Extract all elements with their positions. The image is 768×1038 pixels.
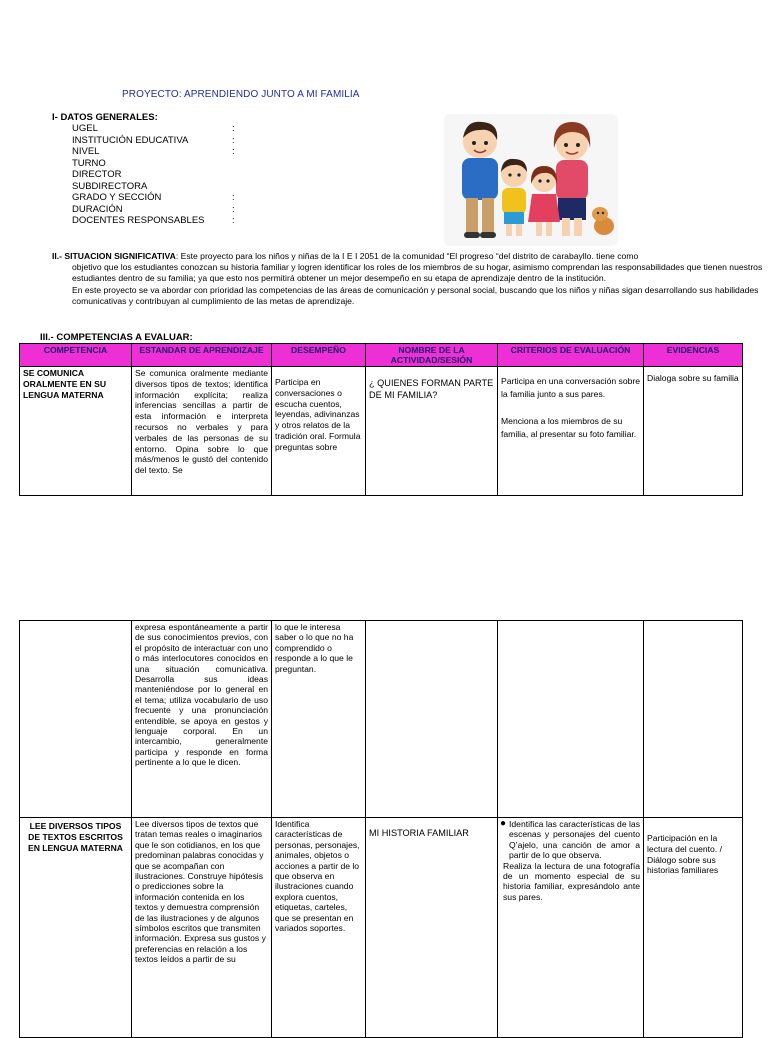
header-desempeno: DESEMPEÑO [272, 344, 366, 367]
desempeno-cell: Participa en conversaciones o escucha cuentos, leyendas, adivinanzas y otros relatos de la tradición oral. Formula preguntas sobre [272, 367, 366, 496]
desempeno-cell: Identifica características de personas, personajes, animales, objetos o acciones a partir de lo que observa en ilustraciones cuando explora cuentos, etiquetas, carteles, que se presentan en variados soportes. [272, 818, 366, 1038]
situation-p1-start: : Este proyecto para los niños y niñas de la I E I 2051 de la comunidad “El progreso “del distrito de carabayllo. tiene como [175, 251, 639, 261]
estandar-cell: Se comunica oralmente mediante diversos tipos de textos; identifica información explícita; realiza inferencias sencillas a partir de esta información e interpreta recursos no verbales y para verbales de las personas de su entorno. Opina sobre lo que más/menos le gustó del contenido del texto. Se [132, 367, 272, 496]
header-actividad: NOMBRE DE LA ACTIVIDAD/SESIÓN [366, 344, 498, 367]
general-field-label: DURACIÓN [72, 203, 123, 215]
estandar-cell: Lee diversos tipos de textos que tratan temas reales o imaginarios que le son cotidianos, en los que predominan palabras conocidas y que se acompañan con ilustraciones. Construye hipótesis o predicciones sobre la información contenida en los textos y demuestra comprensión de las ilustraciones y de algunos símbolos escritos que transmiten información. Expresa sus gustos y preferencias en relación a los textos leídos a partir de su [132, 818, 272, 1038]
general-field-colon: : [232, 146, 235, 157]
situation-p2: En este proyecto se va abordar con prioridad las competencias de las áreas de comunicación y personal social, buscando que los niños y niñas sigan desarrollando sus habilidades comunicativas y contribuyan al cumplimiento de las metas de aprendizaje. [72, 284, 759, 306]
general-field-colon: : [232, 215, 235, 226]
competencias-table-continued [19, 620, 743, 1038]
general-field-colon: : [232, 203, 235, 215]
general-field-label: DIRECTOR [72, 169, 122, 180]
evidencia-cell: Participación en la lectura del cuento. / Diálogo sobre sus historias familiares [644, 818, 743, 1038]
header-criterios: CRITERIOS DE EVALUACIÓN [498, 344, 644, 367]
criterio-item: Realiza la lectura de una fotografía de un momento especial de su historia familiar, expresándolo ante sus pares. [503, 860, 640, 902]
general-field-label: GRADO Y SECCIÓN [72, 192, 162, 203]
actividad-cell: ¿ QUIENES FORMAN PARTE DE MI FAMILIA? [366, 367, 498, 496]
criterio-item: Participa en una conversación sobre la familia junto a sus pares. [501, 376, 641, 399]
competencia-cell: SE COMUNICA ORALMENTE EN SU LENGUA MATERNA [20, 367, 132, 496]
desempeno-cell: lo que le interesa saber o lo que no ha comprendido o responde a lo que le preguntan. [272, 621, 366, 818]
table-row [20, 818, 743, 1038]
table-row [20, 367, 743, 496]
document-title: PROYECTO: APRENDIENDO JUNTO A MI FAMILIA [122, 89, 360, 100]
family-illustration [444, 114, 618, 246]
general-field-label: SUBDIRECTORA [72, 180, 148, 192]
criterios-cell [498, 621, 644, 818]
criterio-item: ● Identifica las características de las escenas y personajes del cuento Q’ajelo, una canción de amor a partir de lo que observa. [500, 818, 640, 861]
header-competencia: COMPETENCIA [20, 344, 132, 367]
competencias-table [19, 343, 743, 496]
general-field-colon: : [232, 123, 235, 134]
table-header-row [20, 344, 743, 367]
general-heading: I- DATOS GENERALES: [52, 112, 158, 123]
table-row [20, 621, 743, 818]
estandar-cell: expresa espontáneamente a partir de sus conocimientos previos, con el propósito de interactuar con uno o más interlocutores conocidos en una situación comunicativa. Desarrolla sus ideas manteniéndose por lo general en el tema; utiliza vocabulario de uso frecuente y una pronunciación entendible, se apoya en gestos y lenguaje corporal. En un intercambio, generalmente participa y responde en forma pertinente a lo que le dicen. [132, 621, 272, 818]
competencias-heading: III.- COMPETENCIAS A EVALUAR: [40, 332, 193, 343]
header-estandar: ESTANDAR DE APRENDIZAJE [132, 344, 272, 367]
general-field-label: DOCENTES RESPONSABLES [72, 215, 205, 226]
actividad-cell [366, 621, 498, 818]
evidencia-cell [644, 621, 743, 818]
situation-paragraph [52, 251, 768, 307]
general-field-colon: : [232, 192, 235, 203]
bullet-icon: ● [500, 818, 507, 829]
general-field-colon: : [232, 134, 235, 146]
situation-p1-rest: objetivo que los estudiantes conozcan su historia familiar y logren identificar los roles de los miembros de su hogar, asimismo comprendan las responsabilidades que tienen nuestros estudiantes dentro de su familia; ya que esto nos permitirá obtener un mejor desempeño en su etapa de aprendizaje dentro de la institución. [72, 262, 763, 284]
competencia-cell: LEE DIVERSOS TIPOS DE TEXTOS ESCRITOS EN LENGUA MATERNA [20, 818, 132, 1038]
general-field-label: UGEL [72, 123, 98, 134]
general-field-label: NIVEL [72, 146, 100, 157]
situation-heading: II.- SITUACION SIGNIFICATIVA [52, 251, 176, 261]
general-field-label: INSTITUCIÓN EDUCATIVA [72, 134, 189, 146]
evidencia-cell: Dialoga sobre su familia [644, 367, 743, 496]
criterio-item: Menciona a los miembros de su familia, al presentar su foto familiar. [501, 416, 637, 439]
general-field-label: TURNO [72, 157, 106, 169]
competencia-cell [20, 621, 132, 818]
criterios-cell [498, 367, 644, 496]
actividad-cell: MI HISTORIA FAMILIAR [366, 818, 498, 1038]
criterios-cell [498, 818, 644, 1038]
header-evidencias: EVIDENCIAS [644, 344, 743, 367]
